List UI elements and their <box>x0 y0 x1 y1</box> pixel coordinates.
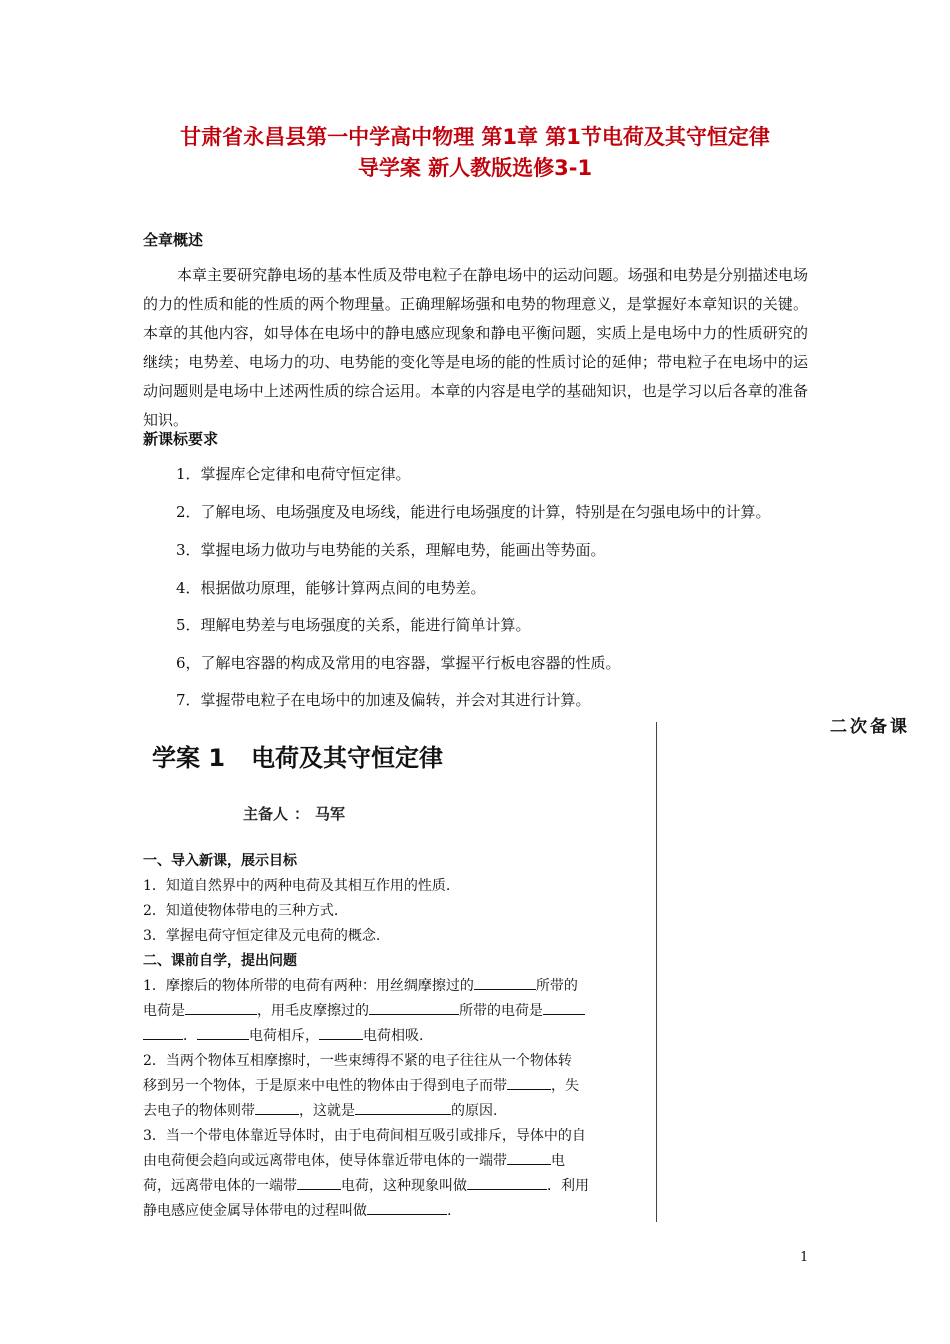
q3-text: . <box>447 1203 452 1219</box>
answer-blank <box>143 1025 183 1040</box>
q2-text: ，这就是 <box>299 1103 355 1119</box>
q3-text: 静电感应使金属导体带电的过程叫做 <box>143 1203 367 1219</box>
requirement-item: 7．掌握带电粒子在电场中的加速及偏转，并会对其进行计算。 <box>176 691 591 709</box>
author-name: 马军 <box>315 805 346 823</box>
requirements-heading: 新课标要求 <box>143 430 219 448</box>
q1-text: 所带的电荷是 <box>459 1003 543 1019</box>
requirement-item: 3．掌握电场力做功与电势能的关系，理解电势，能画出等势面。 <box>176 541 606 559</box>
section1-item: 1．知道自然界中的两种电荷及其相互作用的性质. <box>143 878 451 894</box>
q2-text: 移到另一个物体，于是原来中电性的物体由于得到电子而带 <box>143 1078 507 1094</box>
requirement-item: 1．掌握库仑定律和电荷守恒定律。 <box>176 465 411 483</box>
author-separator: ： <box>294 805 310 823</box>
question1-line1 <box>143 975 655 995</box>
author-line <box>243 803 345 824</box>
requirement-item: 2．了解电场、电场强度及电场线，能进行电场强度的计算，特别是在匀强电场中的计算。 <box>176 503 771 521</box>
requirement-item: 5．理解电势差与电场强度的关系，能进行简单计算。 <box>176 616 531 634</box>
column-divider <box>656 722 657 1222</box>
secondary-prep-label: 二次备课 <box>830 717 910 737</box>
document-title-line-1: 甘肃省永昌县第一中学高中物理 第1章 第1节电荷及其守恒定律 <box>180 125 770 149</box>
question2-line3 <box>143 1100 655 1120</box>
q2-text: 的原因. <box>451 1103 498 1119</box>
question1-line2 <box>143 1000 655 1020</box>
requirement-item: 6，了解电容器的构成及常用的电容器，掌握平行板电容器的性质。 <box>176 654 621 672</box>
q3-text: 电 <box>551 1153 565 1169</box>
overview-heading: 全章概述 <box>143 231 204 249</box>
author-label: 主备人 <box>243 805 289 823</box>
q1-text: 所带的 <box>535 978 578 994</box>
question3-line3 <box>143 1175 655 1195</box>
overview-paragraph: 本章主要研究静电场的基本性质及带电粒子在静电场中的运动问题。场强和电势是分别描述电场的力的性质和能的性质的两个物理量。正确理解场强和电势的物理意义，是掌握好本章知识的关键。本章的其他内容，如导体在电场中的静电感应现象和静电平衡问题，实质上是电场中力的性质研究的继续；电势差、电场力的功、电势能的变化等是电场的能的性质讨论的延伸；带电粒子在电场中的运动问题则是电场中上述两性质的综合运用。本章的内容是电学的基础知识，也是学习以后各章的准备知识。 <box>143 266 808 429</box>
answer-blank <box>507 1150 551 1165</box>
q3-text: 电荷，这种现象叫做 <box>341 1178 467 1194</box>
answer-blank <box>367 1200 447 1215</box>
q3-text: 由电荷便会趋向或远离带电体，使导体靠近带电体的一端带 <box>143 1153 507 1169</box>
question1-line3 <box>143 1025 655 1045</box>
q3-text: 荷，远离带电体的一端带 <box>143 1178 297 1194</box>
section1-heading: 一、导入新课，展示目标 <box>143 853 297 869</box>
question2-line1: 2．当两个物体互相摩擦时，一些束缚得不紧的电子往往从一个物体转 <box>143 1053 572 1069</box>
answer-blank <box>197 1025 249 1040</box>
answer-blank <box>543 1000 585 1015</box>
requirement-item: 4．根据做功原理，能够计算两点间的电势差。 <box>176 579 486 597</box>
case-title <box>152 738 443 773</box>
answer-blank <box>297 1175 341 1190</box>
q1-text: 电荷相吸. <box>363 1028 424 1044</box>
answer-blank <box>255 1100 299 1115</box>
answer-blank <box>185 1000 257 1015</box>
q1-text: ． <box>183 1028 197 1044</box>
q1-text: 1．摩擦后的物体所带的电荷有两种：用丝绸摩擦过的 <box>143 978 474 994</box>
question2-line2 <box>143 1075 655 1095</box>
answer-blank <box>319 1025 363 1040</box>
q1-text: ，用毛皮摩擦过的 <box>257 1003 369 1019</box>
section1-item: 2．知道使物体带电的三种方式. <box>143 903 339 919</box>
case-number: 学案 1 <box>152 744 226 772</box>
q3-text: ．利用 <box>547 1178 589 1194</box>
answer-blank <box>355 1100 451 1115</box>
q1-text: 电荷相斥， <box>249 1028 319 1044</box>
page-number: 1 <box>800 1250 809 1265</box>
answer-blank <box>369 1000 459 1015</box>
answer-blank <box>467 1175 547 1190</box>
case-topic: 电荷及其守恒定律 <box>251 744 444 772</box>
q2-text: 去电子的物体则带 <box>143 1103 255 1119</box>
answer-blank <box>507 1075 551 1090</box>
question3-line1: 3．当一个带电体靠近导体时，由于电荷间相互吸引或排斥，导体中的自 <box>143 1128 586 1144</box>
document-title-line-2: 导学案 新人教版选修3-1 <box>357 156 593 180</box>
q2-text: ，失 <box>551 1078 579 1094</box>
question3-line4 <box>143 1200 655 1220</box>
section1-item: 3．掌握电荷守恒定律及元电荷的概念. <box>143 928 381 944</box>
section2-heading: 二、课前自学，提出问题 <box>143 953 297 969</box>
answer-blank <box>474 975 536 990</box>
q1-text: 电荷是 <box>143 1003 185 1019</box>
question3-line2 <box>143 1150 655 1170</box>
